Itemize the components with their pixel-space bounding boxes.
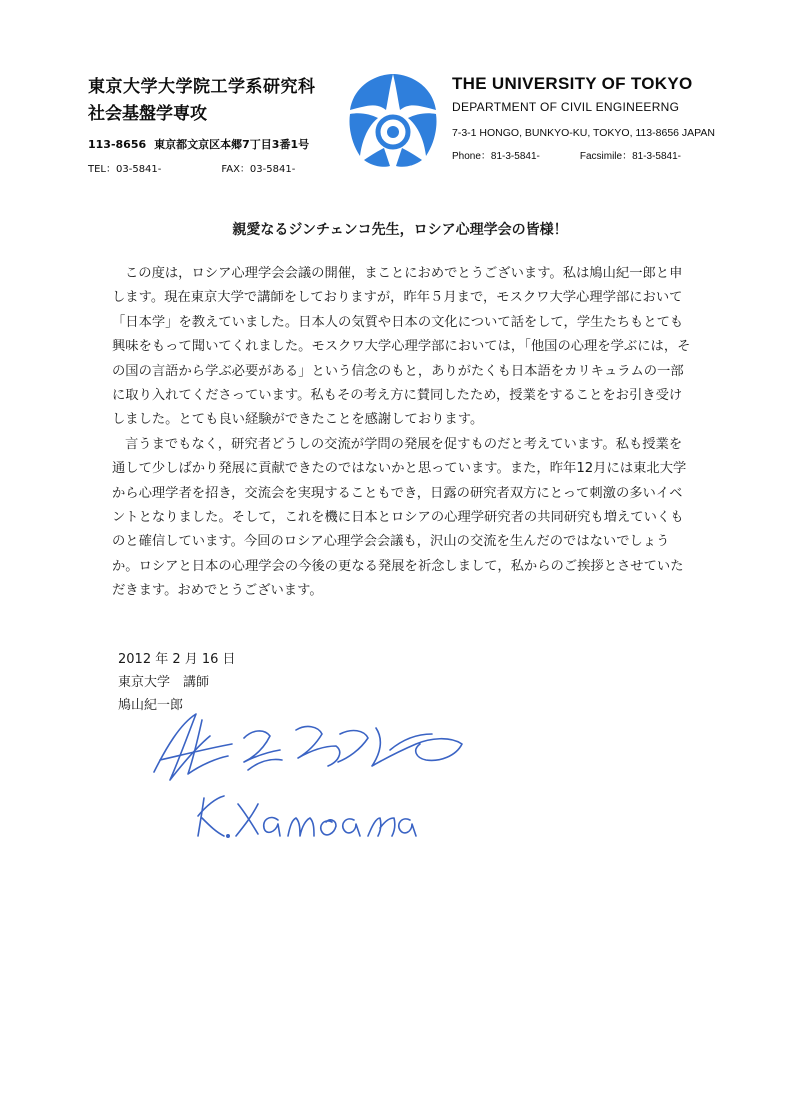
jp-postcode: 113-8656 (88, 138, 147, 151)
jp-address: 東京都文京区本郷7丁目3番1号 (154, 138, 310, 151)
jp-department: 社会基盤学専攻 (88, 104, 207, 124)
author-name: 鳩山紀一郎 (118, 698, 184, 713)
jp-fax: FAX：03-5841- (221, 164, 296, 175)
jp-contact-line (88, 160, 316, 175)
letter-date: 2012 年 2 月 16 日 (118, 652, 236, 667)
jp-tel: TEL：03-5841- (88, 164, 162, 175)
en-address: 7-3-1 HONGO, BUNKYO-KU, TOKYO, 113-8656 JAPAN (452, 127, 715, 139)
university-ginkgo-logo-icon (348, 70, 438, 168)
jp-address-line (88, 136, 316, 152)
letter-body (112, 262, 694, 604)
en-facsimile: Facsimile：81-3-5841- (579, 151, 681, 162)
en-contact-line (452, 147, 715, 162)
en-phone: Phone：81-3-5841- (452, 151, 540, 162)
letterhead-en (452, 74, 715, 162)
paragraph-2: 言うまでもなく，研究者どうしの交流が学問の発展を促すものだと考えています。私も授業を通して少しばかり発展に貢献できたのではないかと思っています。また，昨年12月には東北大学から心理学者を招き，交流会を実現することもでき，日露の研究者双方にとって刺激の多いイベントとなりました。そして，これを機に日本とロシアの心理学研究者の共同研究も増えていくものと確信しています。今回のロシア心理学会会議も，沢山の交流を生んだのではないでしょうか。ロシアと日本の心理学会の今後の更なる発展を祈念しまして，私からのご挨拶とさせていただきます。おめでとうございます。 (112, 436, 687, 599)
en-university-name: THE UNIVERSITY OF TOKYO (452, 74, 693, 93)
salutation: 親愛なるジンチェンコ先生，ロシア心理学会の皆様！ (232, 222, 568, 238)
handwritten-signature (140, 700, 470, 850)
jp-graduate-school: 東京大学大学院工学系研究科 (88, 77, 316, 97)
en-department: DEPARTMENT OF CIVIL ENGINEERNG (452, 100, 680, 114)
letterhead-jp (88, 72, 316, 175)
paragraph-1: この度は，ロシア心理学会会議の開催，まことにおめでとうございます。私は鳩山紀一郎と申します。現在東京大学で講師をしておりますが，昨年５月まで，モスクワ大学心理学部において「日本学」を教えていました。日本人の気質や日本の文化について話をして，学生たちもとても興味をもって聞いてくれました。モスクワ大学心理学部においては，「他国の心理を学ぶには，その国の言語から学ぶ必要がある」という信念のもと，ありがたくも日本語をカリキュラムの一部に取り入れてくださっています。私もその考え方に賛同したため，授業をすることをお引き受けしました。とても良い経験ができたことを感謝しております。 (112, 266, 691, 428)
author-affiliation: 東京大学 講師 (118, 675, 210, 690)
